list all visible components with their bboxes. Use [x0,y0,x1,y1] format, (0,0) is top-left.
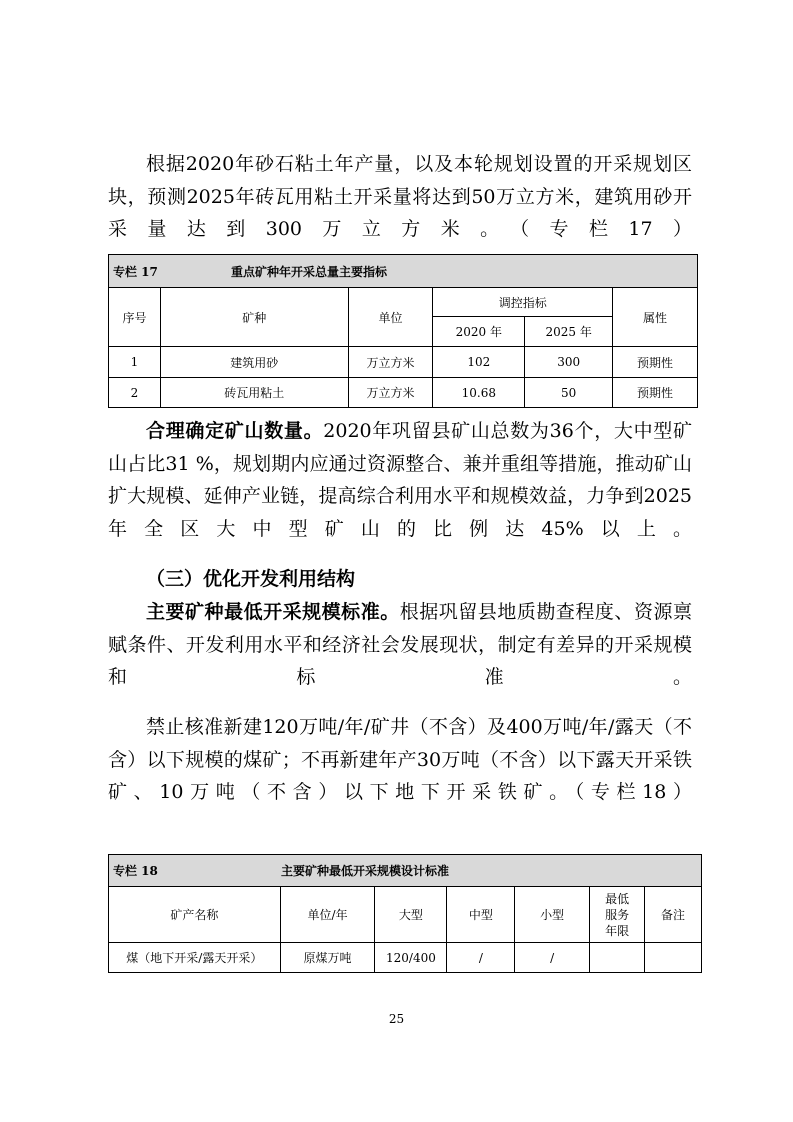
paragraph-production-forecast: 根据2020年砂石粘土年产量，以及本轮规划设置的开采规划区块，预测2025年砖瓦用粘土开采量将达到50万立方米，建筑用砂开采量达到300万立方米。（专栏17） [108,153,692,240]
cell-min-service-years [590,943,645,973]
paragraph-lead: 合理确定矿山数量。 [146,420,324,442]
table-column-18 [108,854,702,973]
cell-unit: 万立方米 [348,347,433,378]
page-number: 25 [388,1012,405,1026]
cell-medium: / [447,943,515,973]
cell-remark [645,943,702,973]
header-unit: 单位 [348,288,433,347]
table-18-title: 主要矿种最低开采规模设计标准 [281,864,450,878]
cell-attribute: 预期性 [613,378,698,408]
header-remark: 备注 [645,887,702,943]
table-row [109,943,702,973]
header-min-service-years-text: 最低服务年限 [605,891,630,938]
table-18-label: 专栏 18 [113,864,158,878]
header-mineral-name: 矿产名称 [109,887,281,943]
paragraph-body: 根据巩留县地质勘查程度、资源禀赋条件、开发利用水平和经济社会发展现状，制定有差异的开采规模和标准。 [108,601,692,688]
cell-mineral: 砖瓦用粘土 [160,378,348,408]
cell-small: / [515,943,590,973]
cell-2020: 10.68 [433,378,525,408]
section-heading: （三）优化开发利用结构 [146,568,356,590]
cell-mineral: 建筑用砂 [160,347,348,378]
table-17-label: 专栏 17 [113,264,158,279]
cell-2020: 102 [433,347,525,378]
cell-2025: 300 [525,347,613,378]
cell-seq: 2 [109,378,161,408]
cell-attribute: 预期性 [613,347,698,378]
paragraph-body: 2020年巩留县矿山总数为36个，大中型矿山占比31 %，规划期内应通过资源整合、兼并重组等措施，推动矿山扩大规模、延伸产业链，提高综合利用水平和规模效益，力争到2025年全区大中型矿山的比例达45%以上。 [108,420,692,540]
header-large: 大型 [375,887,447,943]
paragraph-min-scale-standard [108,596,692,694]
cell-mineral-name: 煤（地下开采/露天开采） [109,943,281,973]
header-mineral: 矿种 [160,288,348,347]
header-medium: 中型 [447,887,515,943]
paragraph-coal-iron-limits: 禁止核准新建120万吨/年/矿井（不含）及400万吨/年/露天（不含）以下规模的煤矿；不再新建年产30万吨（不含）以下露天开采铁矿、10万吨（不含）以下地下开采铁矿。（专栏18） [108,716,692,803]
cell-large: 120/400 [375,943,447,973]
cell-2025: 50 [525,378,613,408]
cell-seq: 1 [109,347,161,378]
table-column-17 [108,254,698,408]
header-control-indicator: 调控指标 [433,288,613,317]
table-18-caption [109,855,702,887]
header-seq: 序号 [109,288,161,347]
header-unit-per-year: 单位/年 [280,887,375,943]
header-year-2025: 2025 年 [525,317,613,347]
header-attribute: 属性 [613,288,698,347]
table-17-title: 重点矿种年开采总量主要指标 [231,264,388,279]
paragraph-mine-quantity [108,415,692,545]
cell-unit: 原煤万吨 [280,943,375,973]
cell-unit: 万立方米 [348,378,433,408]
header-small: 小型 [515,887,590,943]
table-row [109,378,698,408]
paragraph-lead: 主要矿种最低开采规模标准。 [146,601,400,623]
header-min-service-years [590,887,645,943]
table-row [109,347,698,378]
table-17-caption [109,255,698,288]
header-year-2020: 2020 年 [433,317,525,347]
